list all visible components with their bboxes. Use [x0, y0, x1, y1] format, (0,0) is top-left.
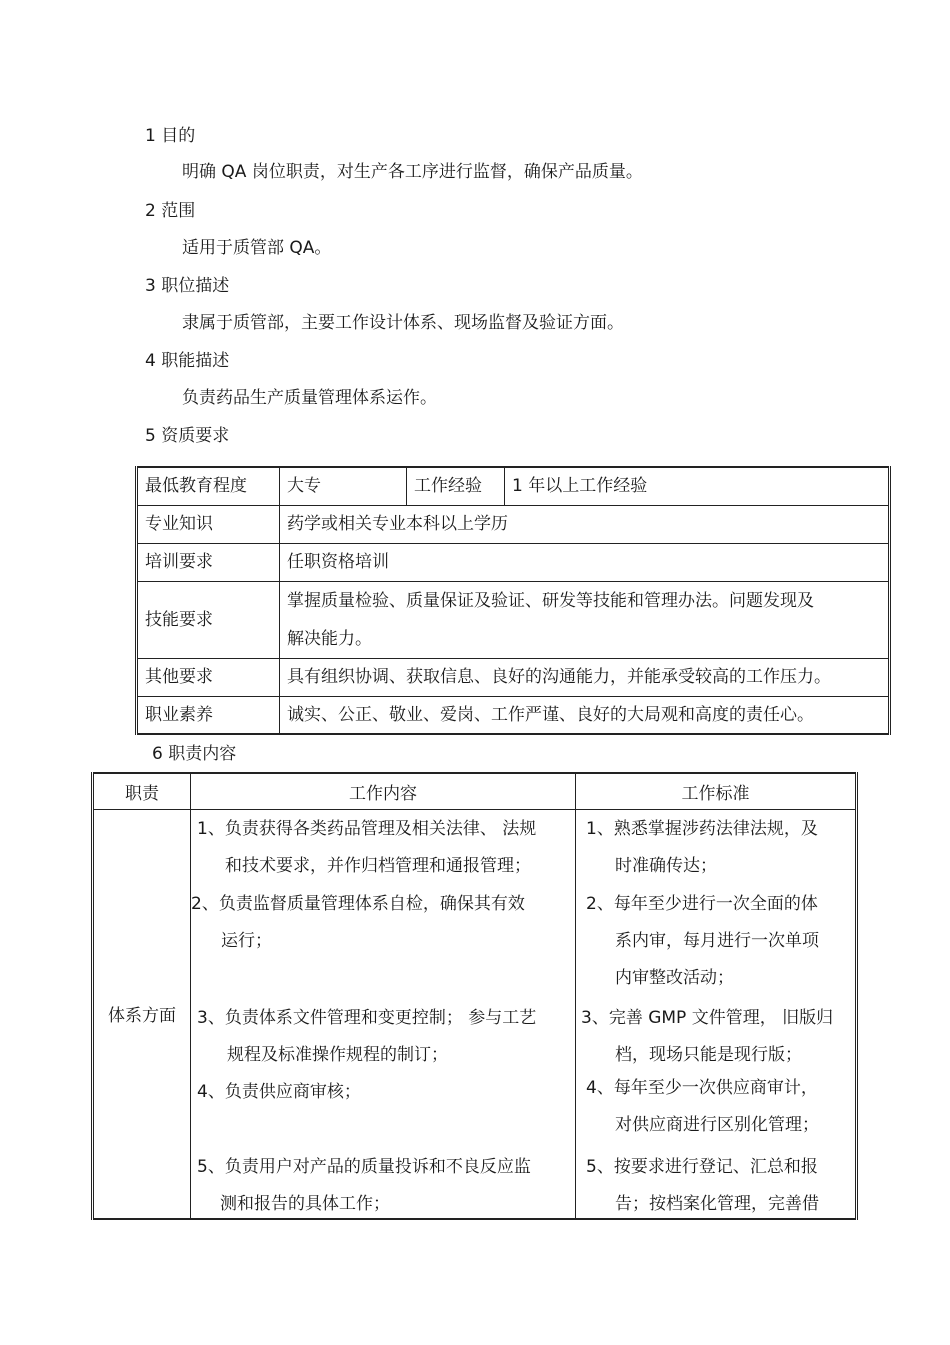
- table-row: [137, 696, 890, 734]
- content-item: [197, 1149, 531, 1223]
- section-3-heading: 3 职位描述: [145, 276, 230, 296]
- value-line: 掌握质量检验、质量保证及验证、研发等技能和管理办法。问题发现及: [287, 590, 814, 611]
- label-cell: 最低教育程度: [137, 467, 280, 505]
- label-cell: 其他要求: [137, 658, 280, 696]
- item-line: 1、负责获得各类药品管理及相关法律、 法规: [197, 818, 537, 839]
- section-4-body: 负责药品生产质量管理体系运作。: [182, 388, 437, 408]
- content-item: [197, 811, 536, 885]
- item-line: 2、每年至少进行一次全面的体: [586, 893, 818, 914]
- item-line: 运行；: [221, 930, 272, 951]
- label-cell: 技能要求: [137, 581, 280, 658]
- item-line: 2、负责监督质量管理体系自检，确保其有效: [191, 893, 525, 914]
- standard-item: [586, 811, 818, 885]
- item-line: 3、完善 GMP 文件管理， 旧版归: [581, 1007, 834, 1028]
- value-cell: [280, 581, 890, 658]
- content-item: [197, 1000, 536, 1074]
- value-cell: 1 年以上工作经验: [505, 467, 890, 505]
- label-cell: 培训要求: [137, 543, 280, 581]
- standard-item: [581, 1000, 833, 1074]
- item-line: 3、负责体系文件管理和变更控制； 参与工艺: [197, 1007, 537, 1028]
- section-6-heading: 6 职责内容: [152, 744, 237, 764]
- item-line: 4、每年至少一次供应商审计，: [586, 1077, 818, 1098]
- item-line: 告；按档案化管理，完善借: [615, 1193, 819, 1214]
- section-2-body: 适用于质管部 QA。: [182, 238, 332, 258]
- value-cell: 具有组织协调、获取信息、良好的沟通能力，并能承受较高的工作压力。: [280, 658, 890, 696]
- section-2-heading: 2 范围: [145, 201, 196, 221]
- item-line: 时准确传达；: [615, 855, 717, 876]
- label-cell: 专业知识: [137, 505, 280, 543]
- category-cell: 体系方面: [93, 809, 191, 1219]
- item-line: 系内审，每月进行一次单项: [615, 930, 819, 951]
- content-item: [191, 886, 525, 960]
- section-3-body: 隶属于质管部，主要工作设计体系、现场监督及验证方面。: [182, 313, 624, 333]
- item-line: 4、负责供应商审核；: [197, 1081, 361, 1102]
- section-1-heading: 1 目的: [145, 126, 196, 146]
- table-row: [137, 505, 890, 543]
- standard-item: [586, 1149, 819, 1223]
- standard-item: [586, 886, 819, 997]
- section-4-heading: 4 职能描述: [145, 351, 230, 371]
- header-cell: 工作标准: [576, 773, 857, 809]
- item-line: 对供应商进行区别化管理；: [615, 1114, 819, 1135]
- table-row: [137, 581, 890, 658]
- value-line: 解决能力。: [287, 628, 372, 649]
- item-line: 和技术要求，并作归档管理和通报管理；: [225, 855, 531, 876]
- standard-item: [586, 1070, 819, 1144]
- item-line: 内审整改活动；: [615, 967, 734, 988]
- standard-cell: [576, 809, 857, 1219]
- value-cell: 药学或相关专业本科以上学历: [280, 505, 890, 543]
- duties-table: [91, 772, 858, 1220]
- item-line: 测和报告的具体工作；: [220, 1193, 390, 1214]
- section-5-heading: 5 资质要求: [145, 426, 230, 446]
- header-cell: 工作内容: [191, 773, 576, 809]
- item-line: 档，现场只能是现行版；: [615, 1044, 802, 1065]
- table-row: [93, 809, 857, 1219]
- table-row: [137, 543, 890, 581]
- table-row: [137, 467, 890, 505]
- content-cell: [191, 809, 576, 1219]
- item-line: 5、按要求进行登记、汇总和报: [586, 1156, 818, 1177]
- value-cell: 大专: [280, 467, 407, 505]
- item-line: 5、负责用户对产品的质量投诉和不良反应监: [197, 1156, 531, 1177]
- value-cell: 诚实、公正、敬业、爱岗、工作严谨、良好的大局观和高度的责任心。: [280, 696, 890, 734]
- item-line: 1、熟悉掌握涉药法律法规，及: [586, 818, 818, 839]
- item-line: 规程及标准操作规程的制订；: [227, 1044, 448, 1065]
- qualifications-table: [135, 466, 891, 735]
- table-row: [137, 658, 890, 696]
- label-cell: 工作经验: [407, 467, 505, 505]
- header-cell: 职责: [93, 773, 191, 809]
- content-item: [197, 1074, 361, 1111]
- label-cell: 职业素养: [137, 696, 280, 734]
- table-header-row: [93, 773, 857, 809]
- value-cell: 任职资格培训: [280, 543, 890, 581]
- section-1-body: 明确 QA 岗位职责，对生产各工序进行监督，确保产品质量。: [182, 162, 643, 182]
